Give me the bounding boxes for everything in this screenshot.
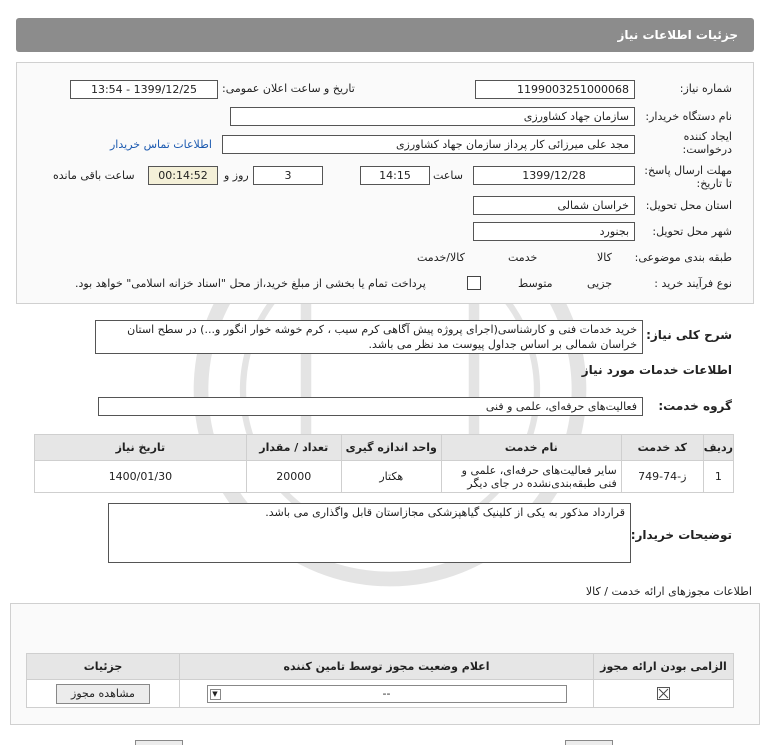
page-title: جزئیات اطلاعات نیاز xyxy=(617,28,738,42)
services-table-header xyxy=(35,435,734,461)
permits-col-details: جزئیات xyxy=(27,654,180,680)
days-field: 3 xyxy=(253,166,323,185)
process-label: نوع فرآیند خرید : xyxy=(654,277,732,290)
required-checkbox-icon xyxy=(657,687,670,700)
city-label: شهر محل تحویل: xyxy=(652,225,732,238)
deadline-time-field: 14:15 xyxy=(360,166,430,185)
city-field: بجنورد xyxy=(473,222,635,241)
buyer-notes-label: توضیحات خریدار: xyxy=(630,528,732,542)
deadline-label-1: مهلت ارسال پاسخ: xyxy=(644,164,732,177)
permits-col-status: اعلام وضعیت مجوز توسط تامین کننده xyxy=(180,654,594,680)
col-qty: تعداد / مقدار xyxy=(246,435,341,461)
treasury-payment-note: پرداخت تمام یا بخشی از مبلغ خرید،از محل "اسناد خزانه اسلامی" خواهد بود. xyxy=(75,277,426,290)
permit-details-cell xyxy=(27,680,180,708)
col-index: ردیف xyxy=(703,435,733,461)
category-label: طبقه بندی موضوعی: xyxy=(634,251,732,264)
cell-date: 1400/01/30 xyxy=(35,461,247,493)
remaining-label: ساعت باقی مانده xyxy=(53,169,135,182)
requester-field: مجد علی میرزائی کار پرداز سازمان جهاد کشاورزی xyxy=(222,135,635,154)
province-label: استان محل تحویل: xyxy=(645,199,732,212)
buyer-org-label: نام دستگاه خریدار: xyxy=(645,110,732,123)
service-group-label: گروه خدمت: xyxy=(658,399,732,413)
page-title-bar xyxy=(16,18,754,52)
treasury-payment-checkbox[interactable] xyxy=(467,276,481,290)
permit-status-cell xyxy=(180,680,594,708)
service-group-field: فعالیت‌های حرفه‌ای، علمی و فنی xyxy=(98,397,643,416)
table-row xyxy=(27,680,734,708)
days-label: روز و xyxy=(224,169,249,182)
services-section-title: اطلاعات خدمات مورد نیاز xyxy=(581,363,732,377)
cell-index: 1 xyxy=(703,461,733,493)
remaining-time-field: 00:14:52 xyxy=(148,166,218,185)
permits-table xyxy=(26,653,734,708)
bottom-button-right[interactable] xyxy=(565,740,613,745)
buyer-contact-link[interactable]: اطلاعات تماس خریدار xyxy=(110,138,212,151)
col-unit: واحد اندازه گیری xyxy=(341,435,441,461)
buyer-notes-text: قرارداد مذکور به یکی از کلینیک گیاهپزشکی مجازاستان قابل واگذاری می باشد. xyxy=(108,503,631,563)
requester-label-1: ایجاد کننده xyxy=(683,130,732,143)
bottom-button-left[interactable] xyxy=(135,740,183,745)
permit-status-value: -- xyxy=(382,686,391,700)
permits-section-title: اطلاعات مجوزهای ارائه خدمت / کالا xyxy=(585,585,752,598)
col-date: تاریخ نیاز xyxy=(35,435,247,461)
requester-label-2: درخواست: xyxy=(682,143,732,156)
category-option-service: خدمت xyxy=(508,251,538,264)
process-option-medium: متوسط xyxy=(518,277,553,290)
province-field: خراسان شمالی xyxy=(473,196,635,215)
description-text: خرید خدمات فنی و کارشناسی(اجرای پروژه پیش آگاهی کرم سیب ، کرم خوشه خوار انگور و...) در سطح استان خراسان شمالی بر اساس جداول پیوست مد نظر می باشد. xyxy=(95,320,643,354)
deadline-time-label: ساعت xyxy=(433,169,463,182)
chevron-down-icon: ▼ xyxy=(210,689,221,700)
cell-name: سایر فعالیت‌های حرفه‌ای، علمی و فنی طبقه‌بندی‌نشده در جای دیگر xyxy=(441,461,621,493)
col-name: نام خدمت xyxy=(441,435,621,461)
permits-table-header xyxy=(27,654,734,680)
category-option-goods-service: کالا/خدمت xyxy=(417,251,465,264)
view-permit-button[interactable]: مشاهده مجوز xyxy=(56,684,150,704)
need-number-field: 1199003251000068 xyxy=(475,80,635,99)
deadline-date-field: 1399/12/28 xyxy=(473,166,635,185)
announce-date-field: 1399/12/25 - 13:54 xyxy=(70,80,218,99)
category-option-goods: کالا xyxy=(597,251,612,264)
table-row xyxy=(35,461,734,493)
announce-label: تاریخ و ساعت اعلان عمومی: xyxy=(222,82,355,95)
buyer-org-field: سازمان جهاد کشاورزی xyxy=(230,107,635,126)
description-label: شرح کلی نیاز: xyxy=(646,328,732,342)
cell-code: ز-74-749 xyxy=(621,461,703,493)
permits-col-required: الزامی بودن ارائه مجوز xyxy=(594,654,734,680)
permit-status-select[interactable] xyxy=(207,685,567,703)
services-table xyxy=(34,434,734,493)
col-code: کد خدمت xyxy=(621,435,703,461)
process-option-minor: جزیی xyxy=(587,277,613,290)
cell-unit: هکتار xyxy=(341,461,441,493)
cell-qty: 20000 xyxy=(246,461,341,493)
need-number-label: شماره نیاز: xyxy=(679,82,732,95)
deadline-label-2: تا تاریخ: xyxy=(696,177,732,190)
permit-required-cell xyxy=(594,680,734,708)
